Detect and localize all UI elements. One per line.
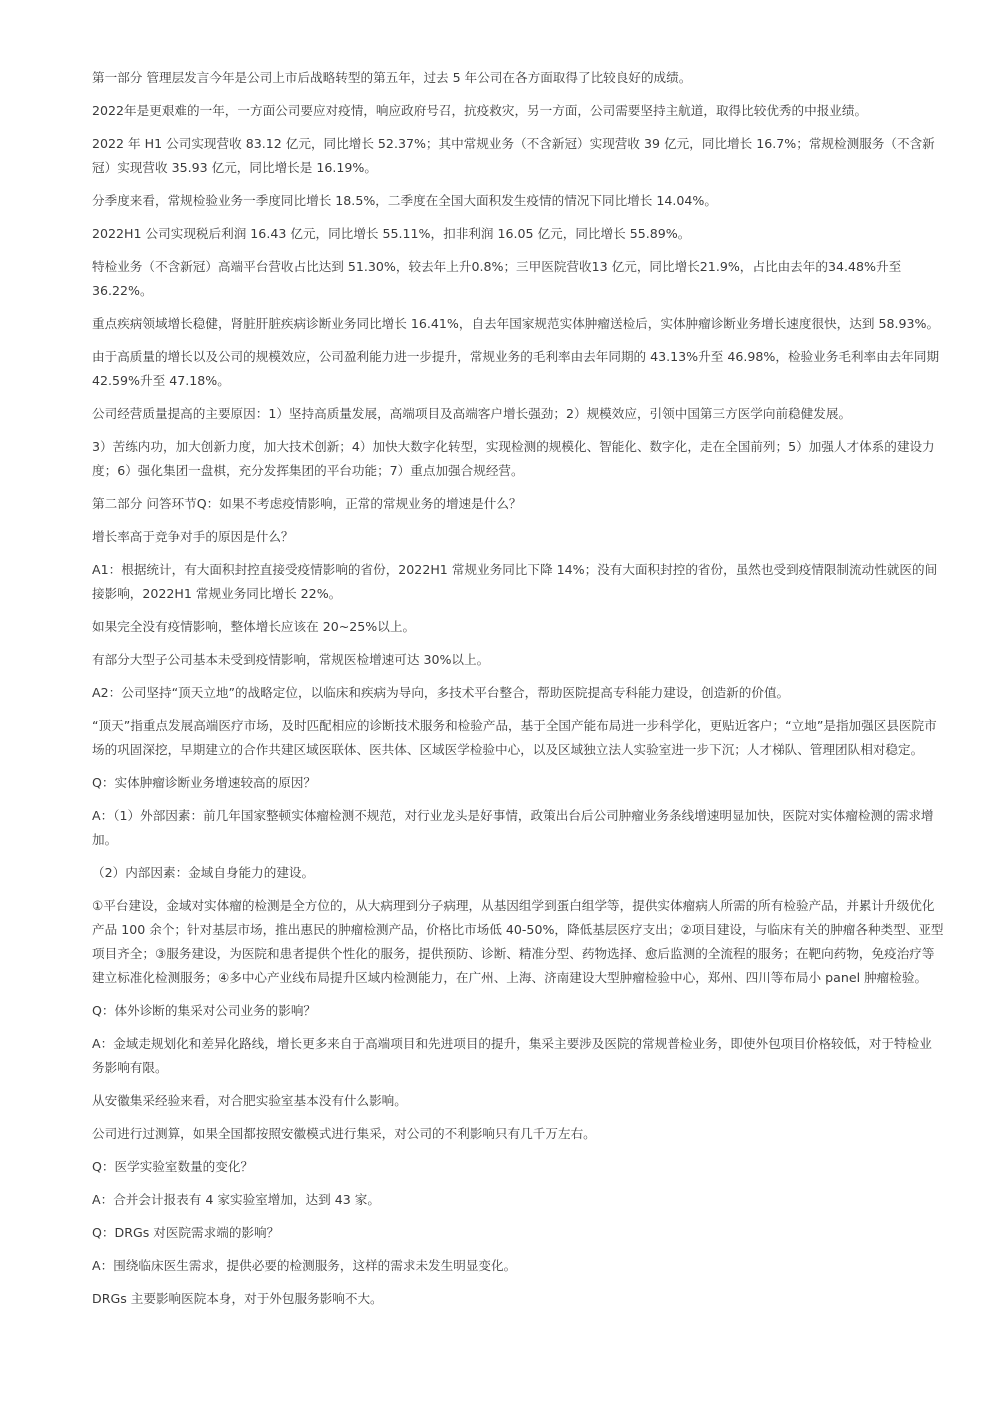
paragraph-10: 3）苦练内功，加大创新力度，加大技术创新；4）加快大数字化转型，实现检测的规模化、智能化、数字化，走在全国前列；5）加强人才体系的建设力度；6）强化集团一盘棋，充分发挥集团的平台功能；7）重点加强合规经营。: [92, 439, 935, 478]
paragraph-09: 公司经营质量提高的主要原因：1）坚持高质量发展，高端项目及高端客户增长强劲；2）规模效应，引领中国第三方医学向前稳健发展。: [92, 406, 852, 421]
paragraph-28: Q：DRGs 对医院需求端的影响？: [92, 1225, 280, 1240]
paragraph-19: A：（1）外部因素：前几年国家整顿实体瘤检测不规范，对行业龙头是好事情，政策出台后公司肿瘤业务条线增速明显加快，医院对实体瘤检测的需求增加。: [92, 808, 934, 847]
paragraph-23: A：金域走规划化和差异化路线，增长更多来自于高端项目和先进项目的提升，集采主要涉及医院的常规普检业务，即使外包项目价格较低，对于特检业务影响有限。: [92, 1036, 932, 1075]
paragraph-27: A：合并会计报表有 4 家实验室增加，达到 43 家。: [92, 1192, 380, 1207]
paragraph-26: Q：医学实验室数量的变化？: [92, 1159, 254, 1174]
paragraph-11: 第二部分 问答环节Q：如果不考虑疫情影响，正常的常规业务的增速是什么？: [92, 496, 522, 511]
paragraph-21: ①平台建设，金域对实体瘤的检测是全方位的，从大病理到分子病理，从基因组学到蛋白组学等，提供实体瘤病人所需的所有检验产品，并累计升级优化产品 100 余个；针对基层市场，推出惠民的肿瘤检测产品，价格比市场低 40-50%，降低基层医疗支出；②项目建设，与临床有关的肿瘤各种类型、亚型项目齐全；③服务建设，为医院和患者提供个性化的服务，提供预防、诊断、精准分型、药物选择、愈后监测的全流程的服务；在靶向药物，免疫治疗等建立标准化检测服务；④多中心产业线布局提升区域内检测能力，在广州、上海、济南建设大型肿瘤检验中心，郑州、四川等布局小 panel 肿瘤检验。: [92, 898, 944, 985]
paragraph-13: A1：根据统计，有大面积封控直接受疫情影响的省份，2022H1 常规业务同比下降 14%；没有大面积封控的省份，虽然也受到疫情限制流动性就医的间接影响，2022H1 常规业务同比增长 22%。: [92, 562, 938, 601]
paragraph-05: 2022H1 公司实现税后利润 16.43 亿元，同比增长 55.11%，扣非利润 16.05 亿元，同比增长 55.89%。: [92, 226, 691, 241]
paragraph-29: A：围绕临床医生需求，提供必要的检测服务，这样的需求未发生明显变化。: [92, 1258, 517, 1273]
paragraph-20: （2）内部因素：金域自身能力的建设。: [92, 865, 315, 880]
paragraph-07: 重点疾病领域增长稳健，肾脏肝脏疾病诊断业务同比增长 16.41%，自去年国家规范实体肿瘤送检后，实体肿瘤诊断业务增长速度很快，达到 58.93%。: [92, 316, 940, 331]
paragraph-16: A2：公司坚持“顶天立地”的战略定位，以临床和疾病为导向，多技术平台整合，帮助医院提高专科能力建设，创造新的价值。: [92, 685, 790, 700]
document-body: [92, 66, 944, 1320]
paragraph-08: 由于高质量的增长以及公司的规模效应，公司盈利能力进一步提升，常规业务的毛利率由去年同期的 43.13%升至 46.98%，检验业务毛利率由去年同期 42.59%升至 47.18%。: [92, 349, 940, 388]
paragraph-06: 特检业务（不含新冠）高端平台营收占比达到 51.30%，较去年上升0.8%；三甲医院营收13 亿元，同比增长21.9%，占比由去年的34.48%升至 36.22%。: [92, 259, 902, 298]
paragraph-12: 增长率高于竞争对手的原因是什么？: [92, 529, 294, 544]
paragraph-30: DRGs 主要影响医院本身，对于外包服务影响不大。: [92, 1291, 383, 1306]
paragraph-17: “顶天”指重点发展高端医疗市场，及时匹配相应的诊断技术服务和检验产品，基于全国产能布局进一步科学化，更贴近客户；“立地”是指加强区县医院市场的巩固深挖，早期建立的合作共建区域医联体、医共体、区域医学检验中心，以及区域独立法人实验室进一步下沉；人才梯队、管理团队相对稳定。: [92, 718, 937, 757]
paragraph-01: 第一部分 管理层发言今年是公司上市后战略转型的第五年，过去 5 年公司在各方面取得了比较良好的成绩。: [92, 70, 692, 85]
paragraph-14: 如果完全没有疫情影响，整体增长应该在 20~25%以上。: [92, 619, 416, 634]
paragraph-04: 分季度来看，常规检验业务一季度同比增长 18.5%，二季度在全国大面积发生疫情的情况下同比增长 14.04%。: [92, 193, 717, 208]
paragraph-18: Q：实体肿瘤诊断业务增速较高的原因？: [92, 775, 317, 790]
paragraph-24: 从安徽集采经验来看，对合肥实验室基本没有什么影响。: [92, 1093, 407, 1108]
paragraph-15: 有部分大型子公司基本未受到疫情影响，常规医检增速可达 30%以上。: [92, 652, 490, 667]
paragraph-25: 公司进行过测算，如果全国都按照安徽模式进行集采，对公司的不利影响只有几千万左右。: [92, 1126, 596, 1141]
paragraph-02: 2022年是更艰难的一年，一方面公司要应对疫情，响应政府号召，抗疫救灾，另一方面，公司需要坚持主航道，取得比较优秀的中报业绩。: [92, 103, 868, 118]
paragraph-22: Q：体外诊断的集采对公司业务的影响？: [92, 1003, 317, 1018]
paragraph-03: 2022 年 H1 公司实现营收 83.12 亿元，同比增长 52.37%；其中常规业务（不含新冠）实现营收 39 亿元，同比增长 16.7%；常规检测服务（不含新冠）实现营收 35.93 亿元，同比增长是 16.19%。: [92, 136, 935, 175]
